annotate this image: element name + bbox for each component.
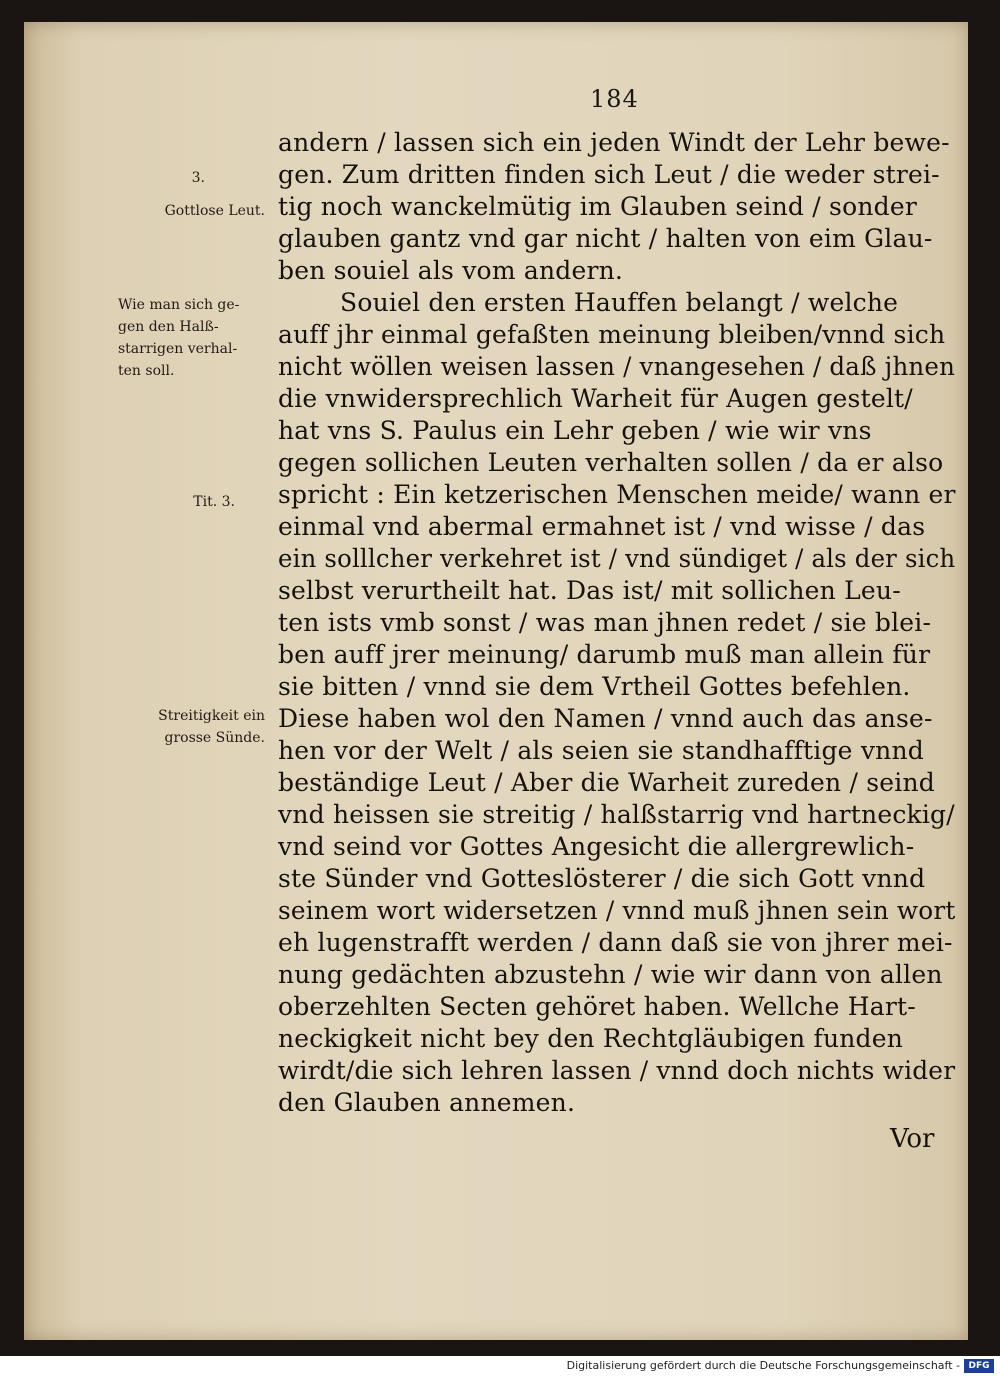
body-line-10: hat vns S. Paulus ein Lehr geben / wie wir vns <box>278 416 872 445</box>
dfg-credit: Digitalisierung gefördert durch die Deutsche Forschungsgemeinschaft - <box>566 1359 960 1372</box>
body-line-21: beständige Leut / Aber die Warheit zureden / seind <box>278 768 935 797</box>
body-line-17: ben auff jrer meinung/ darumb muß man allein für <box>278 640 931 669</box>
body-line-23: vnd seind vor Gottes Angesicht die allergrewlich- <box>278 832 915 861</box>
body-line-27: nung gedächten abzustehn / wie wir dann von allen <box>278 960 943 989</box>
body-line-9: die vnwidersprechlich Warheit für Augen gestelt/ <box>278 384 913 413</box>
body-line-13: einmal vnd abermal ermahnet ist / vnd wisse / das <box>278 512 926 541</box>
body-line-14: ein solllcher verkehret ist / vnd sündiget / als der sich <box>278 544 956 573</box>
margin-note-streitigkeit-2: grosse Sünde. <box>164 730 265 746</box>
body-line-11: gegen sollichen Leuten verhalten sollen / da er also <box>278 448 944 477</box>
body-line-4: glauben gantz vnd gar nicht / halten von eim Glau- <box>278 224 933 253</box>
body-line-26: eh lugenstrafft werden / dann daß sie von jhrer mei- <box>278 928 953 957</box>
body-line-18: sie bitten / vnnd sie dem Vrtheil Gottes befehlen. <box>278 672 911 701</box>
body-line-15: selbst verurtheilt hat. Das ist/ mit sollichen Leu- <box>278 576 901 605</box>
page-number: 184 <box>590 85 639 113</box>
margin-note-halsstarrig-4: ten soll. <box>118 363 175 379</box>
body-line-16: ten ists vmb sonst / was man jhnen redet / sie blei- <box>278 608 932 637</box>
body-line-20: hen vor der Welt / als seien sie standhafftige vnnd <box>278 736 924 765</box>
margin-note-halsstarrig-2: gen den Halß- <box>118 319 219 335</box>
body-line-19: Diese haben wol den Namen / vnnd auch das anse- <box>278 704 933 733</box>
body-line-8: nicht wöllen weisen lassen / vnangesehen / daß jhnen <box>278 352 956 381</box>
body-line-7: auff jhr einmal gefaßten meinung bleiben/vnnd sich <box>278 320 946 349</box>
margin-note-halsstarrig-1: Wie man sich ge- <box>118 297 240 313</box>
body-line-12: spricht : Ein ketzerischen Menschen meide/ wann er <box>278 480 956 509</box>
body-line-29: neckigkeit nicht bey den Rechtgläubigen funden <box>278 1024 904 1053</box>
body-line-5: ben souiel als vom andern. <box>278 256 624 285</box>
footer-bar <box>0 1356 1000 1376</box>
margin-note-number: 3. <box>191 170 205 186</box>
catchword: Vor <box>890 1124 935 1154</box>
margin-note-halsstarrig-3: starrigen verhal- <box>118 341 238 357</box>
body-line-3: tig noch wanckelmütig im Glauben seind / sonder <box>278 192 917 221</box>
margin-note-gottlose: Gottlose Leut. <box>164 203 265 219</box>
body-line-28: oberzehlten Secten gehöret haben. Wellche Hart- <box>278 992 916 1021</box>
dfg-logo: DFG <box>964 1359 994 1373</box>
body-line-31: den Glauben annemen. <box>278 1088 576 1117</box>
body-line-2: gen. Zum dritten finden sich Leut / die weder strei- <box>278 160 940 189</box>
body-line-30: wirdt/die sich lehren lassen / vnnd doch nichts wider <box>278 1056 956 1085</box>
body-line-1: andern / lassen sich ein jeden Windt der Lehr bewe- <box>278 128 950 157</box>
body-line-24: ste Sünder vnd Gotteslösterer / die sich Gott vnnd <box>278 864 926 893</box>
margin-note-streitigkeit-1: Streitigkeit ein <box>158 708 265 724</box>
margin-note-titus: Tit. 3. <box>193 494 235 510</box>
body-line-22: vnd heissen sie streitig / halßstarrig vnd hartneckig/ <box>278 800 955 829</box>
body-line-6: Souiel den ersten Hauffen belangt / welche <box>340 288 899 317</box>
body-line-25: seinem wort widersetzen / vnnd muß jhnen sein wort <box>278 896 956 925</box>
